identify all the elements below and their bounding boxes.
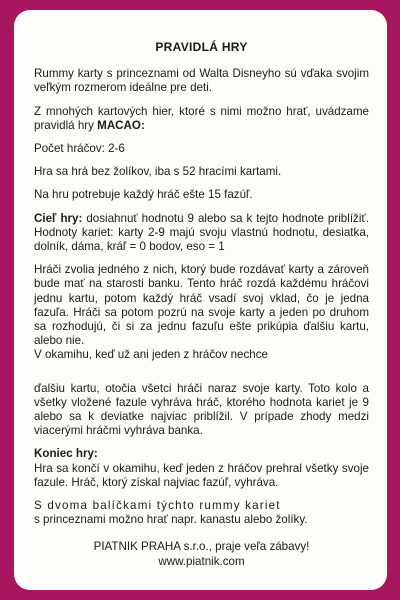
footer-publisher: PIATNIK PRAHA s.r.o., praje veľa zábavy!	[93, 540, 310, 554]
games-text: Z mnohých kartových hier, ktoré s nimi možno hrať, uvádzame pravidlá hry	[34, 104, 369, 132]
games-paragraph	[34, 105, 369, 133]
rules-card	[14, 10, 387, 590]
players-line: Počet hráčov: 2-6	[34, 142, 125, 156]
end-heading: Koniec hry:	[34, 447, 98, 461]
game-name: MACAO:	[97, 118, 145, 132]
goal-text: dosiahnuť hodnotu 9 alebo sa k tejto hodnote priblížiť. Hodnoty kariet: karty 2-9 majú svoju vlastnú hodnotu, desiatka, dolník, dáma, kráľ = 0 bodov, eso = 1	[34, 211, 369, 254]
two-decks-line-1	[34, 499, 369, 513]
intro-paragraph: Rummy karty s princeznami od Walta Disneyho sú vďaka svojim veľkým rozmerom ideálne pre deti.	[34, 67, 369, 95]
two-decks-text-1: S dvoma balíčkami týchto rummy kariet	[34, 499, 281, 513]
footer-website[interactable]: www.piatnik.com	[158, 555, 245, 569]
play-continued: V okamihu, keď už ani jeden z hráčov nechce	[34, 348, 268, 362]
goal-paragraph	[34, 212, 369, 255]
two-decks-line-2: s princeznami možno hrať napr. kanastu alebo žolíky.	[34, 513, 308, 527]
round-paragraph: ďalšiu kartu, otočia všetci hráči naraz svoje karty. Toto kolo a všetky vložené fazule vyhráva hráč, ktorého hodnota kariet je 9 alebo sa k deviatke najviac priblížil. V prípade zhody medzi viacerými hráčmi vyhráva banka.	[34, 381, 369, 438]
footer	[34, 539, 369, 569]
tokens-line: Na hru potrebuje každý hráč ešte 15 fazúľ.	[34, 188, 253, 202]
spacer	[34, 372, 369, 382]
page-title: PRAVIDLÁ HRY	[155, 40, 248, 54]
play-paragraph: Hráči zvolia jedného z nich, ktorý bude rozdávať karty a zároveň bude mať na starosti banku. Tento hráč rozdá každému hráčovi jednu kartu, potom každý hráč vsadí svoj vklad, čo je jedna fazuľa. Hráči sa potom pozrú na svoje karty a jeden po druhom sa rozhodujú, či si za jednu fazuľu ešte prikúpia ďalšiu kartu, alebo nie.	[34, 263, 369, 348]
end-paragraph: Hra sa končí v okamihu, keď jeden z hráčov prehral všetky svoje fazule. Hráč, ktorý získal najviac fazúľ, vyhráva.	[34, 461, 369, 489]
end-heading-line	[34, 447, 369, 461]
deck-line: Hra sa hrá bez žolíkov, iba s 52 hracími kartami.	[34, 165, 282, 179]
goal-heading: Cieľ hry:	[34, 211, 83, 225]
